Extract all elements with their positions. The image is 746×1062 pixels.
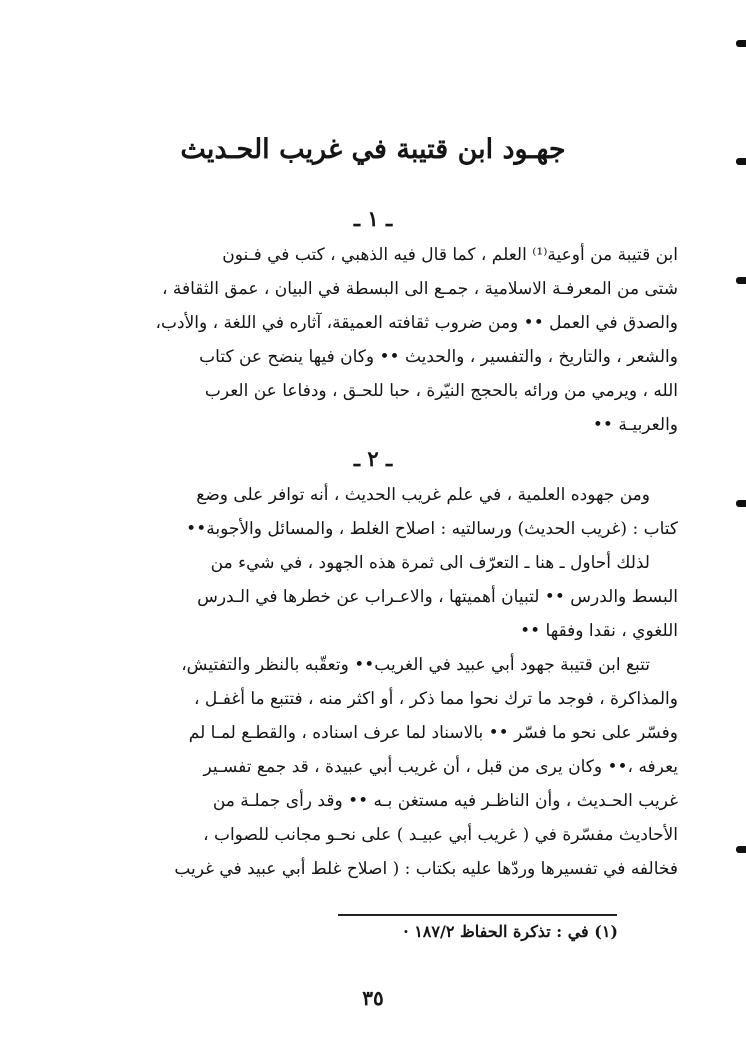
page-number: ٣٥: [362, 986, 384, 1010]
footnote-divider: [338, 914, 617, 916]
text-line: البسط والدرس •• لتبيان أهميتها ، والاعـراب عن خطرها في الـدرس: [197, 587, 678, 607]
text-line: الله ، ويرمي من ورائه بالحجج النيّرة ، حبا للحـق ، ودفاعا عن العرب: [204, 381, 678, 401]
page-title: جهـود ابن قتيبة في غريب الحـديث: [180, 134, 566, 165]
text-line: والصدق في العمل •• ومن ضروب ثقافته العميقة، آثاره في اللغة ، والأدب،: [155, 313, 678, 333]
edge-mark: [736, 500, 746, 507]
text-line: والمذاكرة ، فوجد ما ترك نحوا مما ذكر ، أو اكثر منه ، فتتبع ما أغفـل ،: [193, 689, 678, 709]
text-line: تتبع ابن قتيبة جهود أبي عبيد في الغريب•• وتعقّبه بالنظر والتفتيش،: [181, 655, 650, 675]
edge-mark: [736, 277, 746, 284]
text-line: والشعر ، والتاريخ ، والتفسير ، والحديث •• وكان فيها ينضح عن كتاب: [199, 347, 678, 367]
text-line: غريب الحـديث ، وأن الناظـر فيه مستغن بـه •• وقد رأى جملـة من: [212, 791, 678, 811]
section-number-2: ـ ٢ ـ: [353, 446, 393, 471]
section-number-1: ـ ١ ـ: [353, 206, 393, 231]
footnote: (١) في : تذكرة الحفاظ ١٨٧/٢ ·: [403, 922, 618, 941]
text-line: كتاب : (غريب الحديث) ورسالتيه : اصلاح الغلط ، والمسائل والأجوبة••: [186, 519, 678, 539]
text-line: اللغوي ، نقدا وفقها ••: [520, 621, 678, 641]
text-line: ابن قتيبة من أوعية⁽¹⁾ العلم ، كما قال فيه الذهبي ، كتب في فـنون: [222, 245, 678, 265]
section-1-body: [60, 238, 678, 442]
edge-mark: [736, 846, 746, 853]
section-2-body: [60, 478, 678, 886]
text-line: شتى من المعرفـة الاسلامية ، جمـع الى البسطة في البيان ، عمق الثقافة ،: [161, 279, 678, 299]
text-line: فخالفه في تفسيرها وردّها عليه بكتاب : ( اصلاح غلط أبي عبيد في غريب: [174, 859, 678, 879]
text-line: يعرفه ،•• وكان يرى من قبل ، أن غريب أبي عبيدة ، قد جمع تفسـير: [203, 757, 678, 777]
text-line: لذلك أحاول ـ هنا ـ التعرّف الى ثمرة هذه الجهود ، في شيء من: [210, 553, 650, 573]
text-line: وفسّر على نحو ما فسّر •• بالاسناد لما عرف اسناده ، والقطـع لمـا لم: [188, 723, 678, 743]
edge-mark: [736, 40, 746, 47]
text-line: ومن جهوده العلمية ، في علم غريب الحديث ، أنه توافر على وضع: [196, 485, 650, 505]
text-line: الأحاديث مفسّرة في ( غريب أبي عبيـد ) على نحـو مجانب للصواب ،: [203, 825, 678, 845]
text-line: والعربيـة ••: [592, 415, 678, 435]
